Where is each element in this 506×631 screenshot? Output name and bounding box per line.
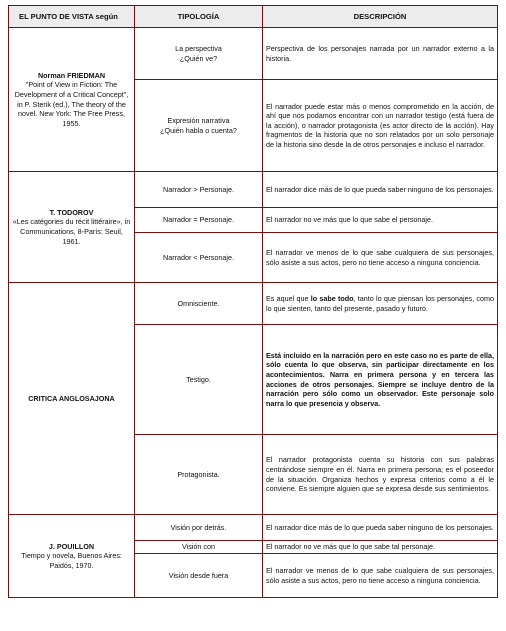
typology-question: ¿Quién habla o cuenta? — [160, 125, 237, 135]
typology-cell: Omnisciente. — [135, 283, 263, 325]
author-name: CRITICA ANGLOSAJONA — [28, 393, 115, 403]
author-reference: «Les catégories du récit littéraire», in Communications, 8-París: Seuil, 1961. — [12, 217, 131, 246]
table-row — [9, 28, 498, 80]
description-cell: El narrador puede estar más o menos comprometido en la acción, de ahí que nos podamos encontrar con un narrador testigo (está fuera de la acción), o narrador protagonista (es actor directo de la acción). Hay fragmentos de la historia que no son relatados por un solo personaje de la historia sino desde la de otros personajes e incluso el narrador. — [263, 80, 498, 172]
typology-cell: Narrador = Personaje. — [135, 208, 263, 233]
author-cell-todorov — [9, 172, 135, 283]
header-typology: TIPOLOGÍA — [135, 6, 263, 28]
point-of-view-table — [8, 5, 498, 598]
header-row — [9, 6, 498, 28]
typology-cell: Visión desde fuera — [135, 554, 263, 598]
description-cell: El narrador ve menos de lo que sabe cualquiera de sus personajes, sólo asiste a sus actos, pero no tiene acceso a ninguna conciencia. — [263, 554, 498, 598]
description-emphasis: lo sabe todo — [310, 293, 354, 303]
author-name: Norman FRIEDMAN — [37, 70, 106, 80]
typology-cell: Narrador > Personaje. — [135, 172, 263, 208]
author-cell-pouillon — [9, 515, 135, 598]
description-cell: Está incluido en la narración pero en este caso no es parte de ella, sólo cuenta lo que observa, sin participar directamente en los acontecimientos. Narra en primera persona y en tercera las acciones de otros personajes. Siempre se incluye dentro de la narración pero sólo como un observador. Este personaje solo narra lo que presencia y observa. — [263, 325, 498, 435]
typology-cell: Visión con — [135, 541, 263, 554]
table-row — [9, 283, 498, 325]
header-description: DESCRIPCIÓN — [263, 6, 498, 28]
header-point-of-view: EL PUNTO DE VISTA según — [9, 6, 135, 28]
description-cell: El narrador protagonista cuenta su historia con sus palabras centrándose siempre en él. Narra en primera persona; es el poseedor de la situación. Organiza hechos y expresa criterios como a él le conviene. Es siempre alguien que se expresa desde sus sentimientos. — [263, 435, 498, 515]
typology-cell — [135, 28, 263, 80]
typology-cell — [135, 80, 263, 172]
author-cell-friedman — [9, 28, 135, 172]
description-cell: El narrador no ve más que lo que sabe el personaje. — [263, 208, 498, 233]
description-cell: El narrador ve menos de lo que sabe cualquiera de sus personajes, sólo asiste a sus actos, pero no tiene acceso a ninguna conciencia. — [263, 233, 498, 283]
table-row — [9, 172, 498, 208]
typology-label: Expresión narrativa — [167, 115, 230, 125]
typology-cell: Testigo. — [135, 325, 263, 435]
description-cell: El narrador dice más de lo que pueda saber ninguno de los personajes. — [263, 172, 498, 208]
author-name: J. POUILLON — [48, 541, 95, 551]
table-row — [9, 515, 498, 541]
description-cell: El narrador no ve más que lo que sabe tal personaje. — [263, 541, 498, 554]
typology-cell: Narrador < Personaje. — [135, 233, 263, 283]
author-reference: Tiempo y novela, Buenos Aires: Paidós, 1970. — [21, 551, 122, 570]
author-cell-critica-anglosajona — [9, 283, 135, 515]
description-text: , tanto lo que piensan los personajes, como lo que sienten, tanto del presente, pasado y futuro. — [266, 293, 494, 313]
author-name: T. TODOROV — [49, 207, 94, 217]
typology-question: ¿Quién ve? — [179, 53, 218, 63]
typology-cell: Visión por detrás. — [135, 515, 263, 541]
typology-cell: Protagonista. — [135, 435, 263, 515]
author-reference: "Point of View in Fiction: The Development of a Critical Concept", in P. Sterik (ed.), The theory of the novel. New York: The Free Press, 1955. — [14, 80, 129, 128]
description-text: Es aquel que — [266, 293, 311, 303]
description-cell: Perspectiva de los personajes narrada por un narrador externo a la historia. — [263, 28, 498, 80]
description-cell: El narrador dice más de lo que pueda saber ninguno de los personajes. — [263, 515, 498, 541]
description-cell — [263, 283, 498, 325]
typology-label: La perspectiva — [175, 43, 222, 53]
